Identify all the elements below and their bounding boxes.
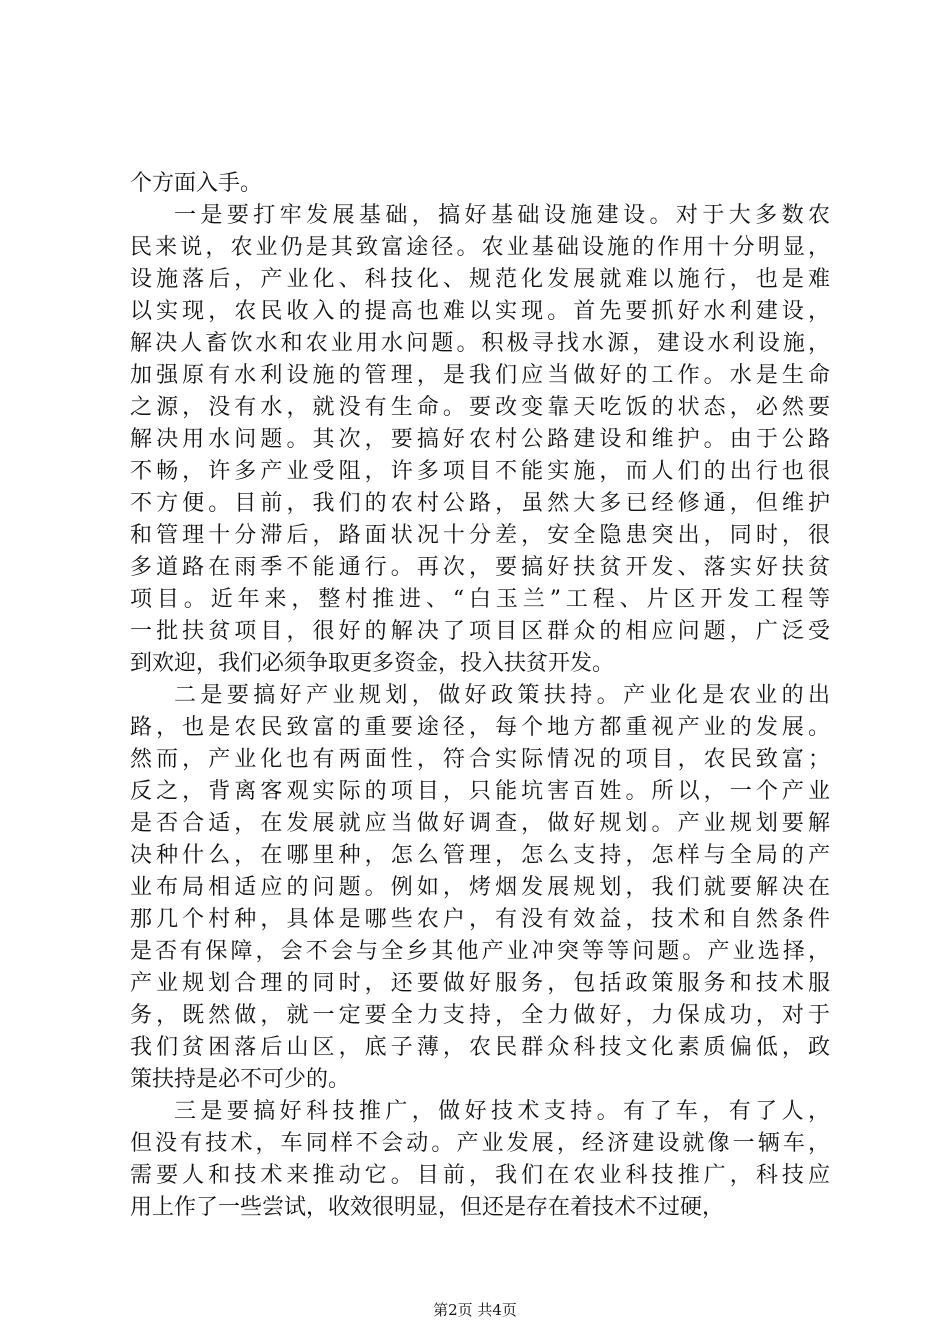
text-line: 路，也是农民致富的重要途径，每个地方都重视产业的发展。 bbox=[130, 715, 830, 740]
text-line: 不方便。目前，我们的农村公路，虽然大多已经修通，但维护 bbox=[130, 491, 830, 516]
text-line: 个方面入手。 bbox=[130, 171, 263, 196]
text-line: 到欢迎，我们必须争取更多资金，投入扶贫开发。 bbox=[130, 651, 615, 676]
text-line: 不畅，许多产业受阻，许多项目不能实施，而人们的出行也很 bbox=[130, 459, 830, 484]
text-line: 反之，背离客观实际的项目，只能坑害百姓。所以，一个产业 bbox=[130, 779, 830, 804]
text-line: 民来说，农业仍是其致富途径。农业基础设施的作用十分明显， bbox=[130, 235, 830, 260]
text-line: 多道路在雨季不能通行。再次，要搞好扶贫开发、落实好扶贫 bbox=[130, 555, 830, 580]
text-line: 用上作了一些尝试，收效很明显，但还是存在着技术不过硬， bbox=[130, 1195, 725, 1220]
text-line: 决种什么，在哪里种，怎么管理，怎么支持，怎样与全局的产 bbox=[130, 843, 830, 868]
document-body bbox=[130, 168, 830, 1224]
text-line: 那几个村种，具体是哪些农户，有没有效益，技术和自然条件 bbox=[130, 907, 830, 932]
text-line: 业布局相适应的问题。例如，烤烟发展规划，我们就要解决在 bbox=[130, 875, 830, 900]
text-line: 项目。近年来，整村推进、“白玉兰”工程、片区开发工程等 bbox=[130, 587, 830, 612]
paragraph bbox=[130, 200, 830, 680]
text-line: 但没有技术，车同样不会动。产业发展，经济建设就像一辆车， bbox=[130, 1131, 830, 1156]
text-line: 我们贫困落后山区，底子薄，农民群众科技文化素质偏低，政 bbox=[130, 1035, 830, 1060]
text-line: 是否有保障，会不会与全乡其他产业冲突等等问题。产业选择， bbox=[130, 939, 830, 964]
paragraph bbox=[130, 680, 830, 1096]
text-line: 二是要搞好产业规划，做好政策扶持。产业化是农业的出 bbox=[174, 683, 830, 708]
page-footer: 第2页 共4页 bbox=[433, 1301, 517, 1319]
text-line: 策扶持是必不可少的。 bbox=[130, 1067, 351, 1092]
text-line: 然而，产业化也有两面性，符合实际情况的项目，农民致富； bbox=[130, 747, 830, 772]
text-line: 需要人和技术来推动它。目前，我们在农业科技推广，科技应 bbox=[130, 1163, 830, 1188]
text-line: 和管理十分滞后，路面状况十分差，安全隐患突出，同时，很 bbox=[130, 523, 830, 548]
text-line: 一批扶贫项目，很好的解决了项目区群众的相应问题，广泛受 bbox=[130, 619, 830, 644]
text-line: 解决用水问题。其次，要搞好农村公路建设和维护。由于公路 bbox=[130, 427, 830, 452]
paragraph bbox=[130, 168, 830, 200]
paragraph bbox=[130, 1096, 830, 1224]
text-line: 解决人畜饮水和农业用水问题。积极寻找水源，建设水利设施， bbox=[130, 331, 830, 356]
text-line: 是否合适，在发展就应当做好调查，做好规划。产业规划要解 bbox=[130, 811, 830, 836]
text-line: 产业规划合理的同时，还要做好服务，包括政策服务和技术服 bbox=[130, 971, 830, 996]
text-line: 务，既然做，就一定要全力支持，全力做好，力保成功，对于 bbox=[130, 1003, 830, 1028]
text-line: 设施落后，产业化、科技化、规范化发展就难以施行，也是难 bbox=[130, 267, 830, 292]
text-line: 加强原有水利设施的管理，是我们应当做好的工作。水是生命 bbox=[130, 363, 830, 388]
text-line: 之源，没有水，就没有生命。要改变靠天吃饭的状态，必然要 bbox=[130, 395, 830, 420]
text-line: 以实现，农民收入的提高也难以实现。首先要抓好水利建设， bbox=[130, 299, 830, 324]
text-line: 一是要打牢发展基础，搞好基础设施建设。对于大多数农 bbox=[174, 203, 830, 228]
text-line: 三是要搞好科技推广，做好技术支持。有了车，有了人， bbox=[174, 1099, 830, 1124]
